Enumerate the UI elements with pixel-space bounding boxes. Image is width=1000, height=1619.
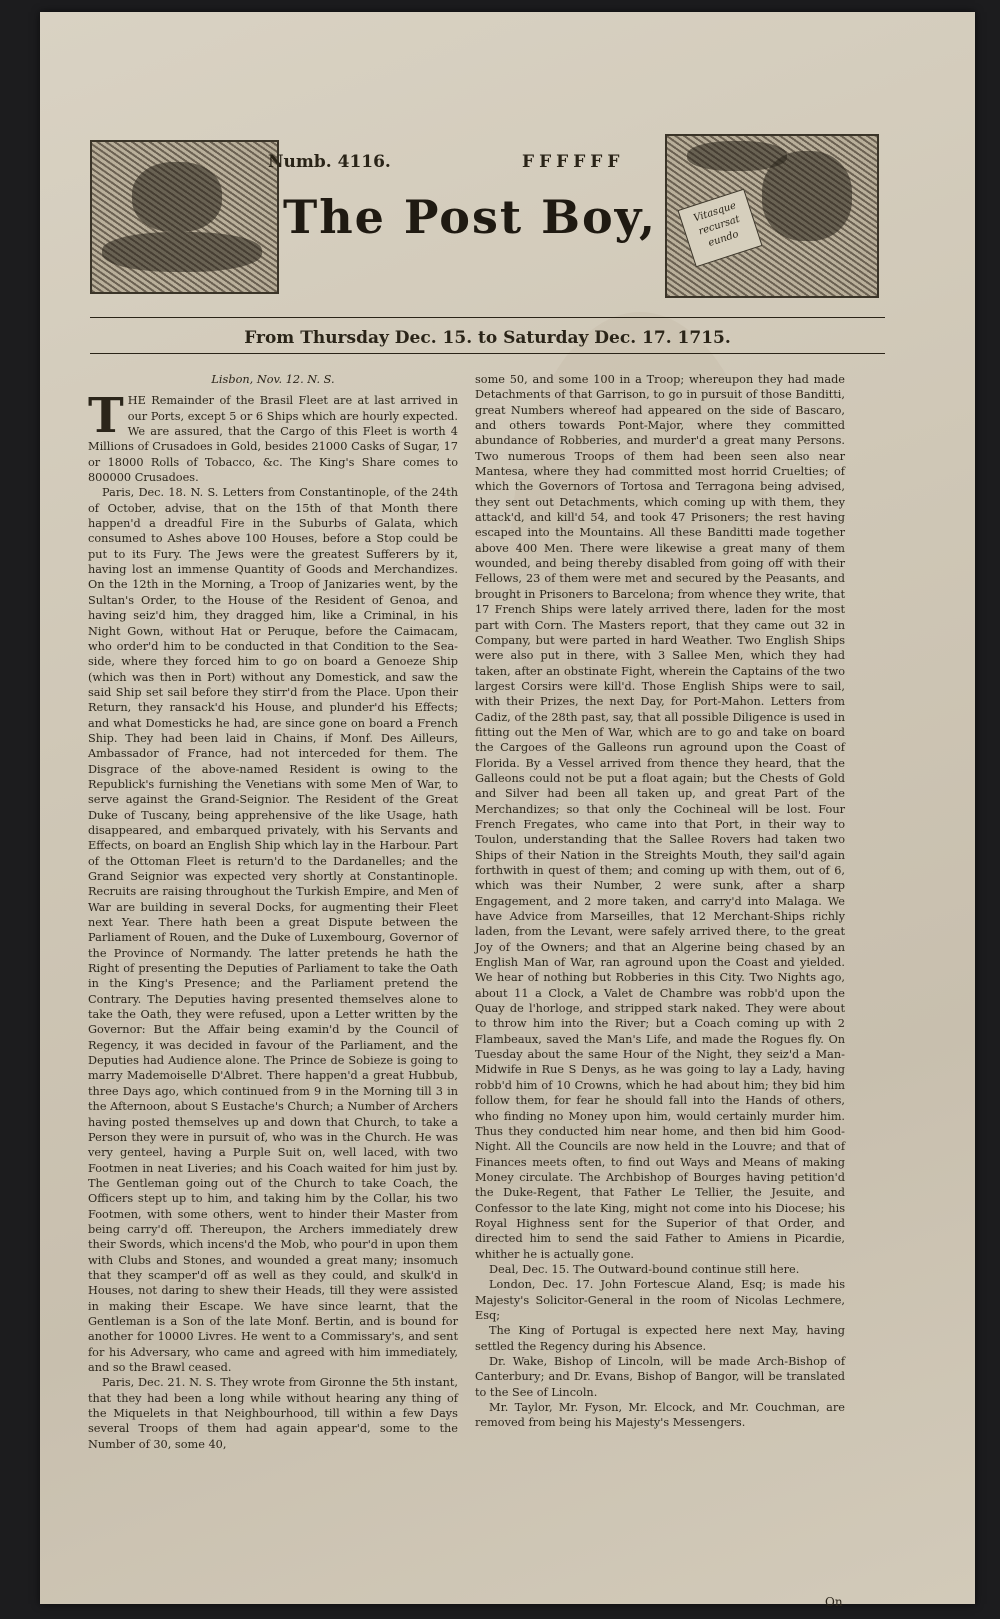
left-column-heading: Lisbon, Nov. 12. N. S.	[211, 373, 335, 386]
drop-cap: T	[88, 388, 124, 445]
woodcut-horseman-icon	[90, 140, 279, 294]
left-column	[88, 372, 458, 1452]
woodcut-angel-trumpet-icon	[665, 134, 879, 298]
paragraph: London, Dec. 17. John Fortescue Aland, Esq; is made his Majesty's Solicitor-General in the room of Nicolas Lechmere, Esq;	[475, 1278, 845, 1322]
paragraph: Paris, Dec. 18. N. S. Letters from Constantinople, of the 24th of October, advise, that on the 15th of that Month there happen'd a dreadful Fire in the Suburbs of Galata, which consumed to Ashes above 100 Houses, before a Stop could be put to its Fury. The Jews were the greatest Sufferers by it, having lost an immense Quantity of Goods and Merchandizes. On the 12th in the Morning, a Troop of Janizaries went, by the Sultan's Order, to the House of the Resident of Genoa, and having seiz'd him, they dragged him, like a Criminal, in his Night Gown, without Hat or Peruque, before the Caimacam, who order'd him to be conducted in that Condition to the Sea-side, where they forced him to go on board a Genoeze Ship (which was then in Port) without any Domestick, and saw the said Ship set sail before they stirr'd from the Place. Upon their Return, they ransack'd his House, and plunder'd his Effects; and what Domesticks he had, are since gone on board a French Ship. They had been laid in Chains, if Monf. Des Ailleurs, Ambassador of France, had not interceded for them. The Disgrace of the above-named Resident is owing to the Republick's furnishing the Venetians with some Men of War, to serve against the Grand-Seignior. The Resident of the Great Duke of Tuscany, being apprehensive of the like Usage, hath disappeared, and embarqued privately, with his Servants and Effects, on board an English Ship which lay in the Harbour. Part of the Ottoman Fleet is return'd to the Dardanelles; and the Grand Seignior was expected very shortly at Constantinople. Recruits are raising throughout the Turkish Empire, and Men of War are building in several Docks, for augmenting their Fleet next Year. There hath been a great Dispute between the Parliament of Rouen, and the Duke of Luxembourg, Governor of the Province of Normandy. The latter pretends he hath the Right of presenting the Deputies of Parliament to take the Oath in the King's Presence; and the Parliament pretend the Contrary. The Deputies having presented themselves alone to take the Oath, they were refused, upon a Letter written by the Governor: But the Affair being examin'd by the Council of Regency, it was decided in favour of the Parliament, and the Deputies had Audience alone. The Prince de Sobieze is going to marry Mademoiselle D'Albret. There happen'd a great Hubbub, three Days ago, which continued from 9 in the Morning till 3 in the Afternoon, about S Eustache's Church; a Number of Archers having posted themselves up and down that Church, to take a Person they were in pursuit of, who was in the Church. He was very genteel, having a Purple Suit on, well laced, with two Footmen in neat Liveries; and his Coach waited for him just by. The Gentleman going out of the Church to take Coach, the Officers stept up to him, and taking him by the Collar, his two Footmen, with some others, went to hinder their Master from being carry'd off. Thereupon, the Archers immediately drew their Swords, which incens'd the Mob, who pour'd in upon them with Clubs and Stones, and wounded a great many; insomuch that they scamper'd off as well as they could, and skulk'd in Houses, not daring to shew their Heads, till they were assisted in making their Escape. We have since learnt, that the Gentleman is a Son of the late Monf. Bertin, and is bound for another for 10000 Livres. He went to a Commissary's, and sent for his Adversary, who came and agreed with him immediately, and so the Brawl ceased.	[88, 486, 458, 1374]
masthead-title: The Post Boy,	[282, 190, 658, 244]
paragraph: Deal, Dec. 15. The Outward-bound continue still here.	[489, 1262, 800, 1276]
paragraph: Dr. Wake, Bishop of Lincoln, will be made Arch-Bishop of Canterbury; and Dr. Evans, Bishop of Bangor, will be translated to the See of Lincoln.	[475, 1355, 845, 1399]
rule-top	[90, 317, 885, 318]
paragraph: Mr. Taylor, Mr. Fyson, Mr. Elcock, and Mr. Couchman, are removed from being his Majesty's Messengers.	[475, 1401, 845, 1430]
paragraph: The King of Portugal is expected here next May, having settled the Regency during his Absence.	[475, 1324, 845, 1353]
paragraph: Paris, Dec. 21. N. S. They wrote from Gironne the 5th instant, that they had been a long while without hearing any thing of the Miquelets in that Neighbourhood, till within a few Days several Troops of them had again appear'd, some to the Number of 30, some 40,	[88, 1376, 458, 1451]
paragraph: some 50, and some 100 in a Troop; whereupon they had made Detachments of that Garrison, to go in pursuit of those Banditti, great Numbers whereof had appeared on the side of Bascaro, and others towards Pont-Major, where they committed abundance of Robberies, and murder'd a great many Persons. Two numerous Troops of them had been seen also near Mantesa, where they had committed most horrid Cruelties; of which the Governors of Tortosa and Terragona being advised, they sent out Detachments, which coming up with them, they attack'd, and kill'd 54, and took 47 Prisoners; the rest having escaped into the Mountains. All these Banditti made together above 400 Men. There were likewise a great many of them wounded, and being thereby disabled from going off with their Fellows, 23 of them were met and secured by the Peasants, and brought in Prisoners to Barcelona; from whence they write, that 17 French Ships were lately arrived there, laden for the most part with Corn. The Masters report, that they came out 32 in Company, but were parted in hard Weather. Two English Ships were also put in there, with 3 Sallee Men, which they had taken, after an obstinate Fight, wherein the Captains of the two largest Corsirs were kill'd. Those English Ships were to sail, with their Prizes, the next Day, for Port-Mahon. Letters from Cadiz, of the 28th past, say, that all possible Diligence is used in fitting out the Men of War, which are to go and take on board the Cargoes of the Galleons run aground upon the Coast of Florida. By a Vessel arrived from thence they heard, that the Galleons could not be put a float again; but the Chests of Gold and Silver had been all taken up, and great Part of the Merchandizes; so that only the Cochineal will be lost. Four French Fregates, who came into that Port, in their way to Toulon, understanding that the Sallee Rovers had taken two Ships of their Nation in the Streights Mouth, they sail'd again forthwith in quest of them; and coming up with them, out of 6, which was their Number, 2 were sunk, after a sharp Engagement, and 2 more taken, and carry'd into Malaga. We have Advice from Marseilles, that 12 Merchant-Ships richly laden, from the Levant, were safely arrived there, to the great Joy of the Owners; and that an Algerine being chased by an English Man of War, ran aground upon the Coast and yielded. We hear of nothing but Robberies in this City. Two Nights ago, about 11 a Clock, a Valet de Chambre was robb'd upon the Quay de l'horloge, and stripped stark naked. They were about to throw him into the River; but a Coach coming up with 2 Flambeaux, saved the Man's Life, and made the Rogues fly. On Tuesday about the same Hour of the Night, they seiz'd a Man-Midwife in Rue S Denys, as he was going to lay a Lady, having robb'd him of 10 Crowns, which he had about him; they bid him follow them, for fear he should fall into the Hands of others, who finding no Money upon him, would certainly murder him. Thus they conducted him near home, and then bid him Good-Night. All the Councils are now held in the Louvre; and that of Finances meets often, to find out Ways and Means of making Money circulate. The Archbishop of Bourges having petition'd the Duke-Regent, that Father Le Tellier, the Jesuite, and Confessor to the late King, might not come into his Diocese; his Royal Highness sent for the Superior of that Order, and directed him to send the said Father to Amiens in Picardie, whither he is actually gone.	[475, 373, 845, 1261]
woodcut-motto: Vitasque recursat eundo	[677, 189, 762, 268]
issue-number: Numb. 4116.	[268, 152, 391, 172]
right-column	[475, 372, 845, 1431]
paragraph: THE Remainder of the Brasil Fleet are at last arrived in our Ports, except 5 or 6 Ships which are hourly expected. We are assured, that the Cargo of this Fleet is worth 4 Millions of Crusadoes in Gold, besides 21000 Casks of Sugar, 17 or 18000 Rolls of Tobacco, &c. The King's Share comes to 800000 Crusadoes.	[88, 388, 458, 485]
catchword: On	[825, 1595, 843, 1609]
printer-mark: FFFFFF	[522, 152, 625, 172]
newspaper-page	[40, 12, 975, 1609]
rule-bottom	[90, 353, 885, 354]
dateline: From Thursday Dec. 15. to Saturday Dec. 17. 1715.	[244, 328, 731, 348]
